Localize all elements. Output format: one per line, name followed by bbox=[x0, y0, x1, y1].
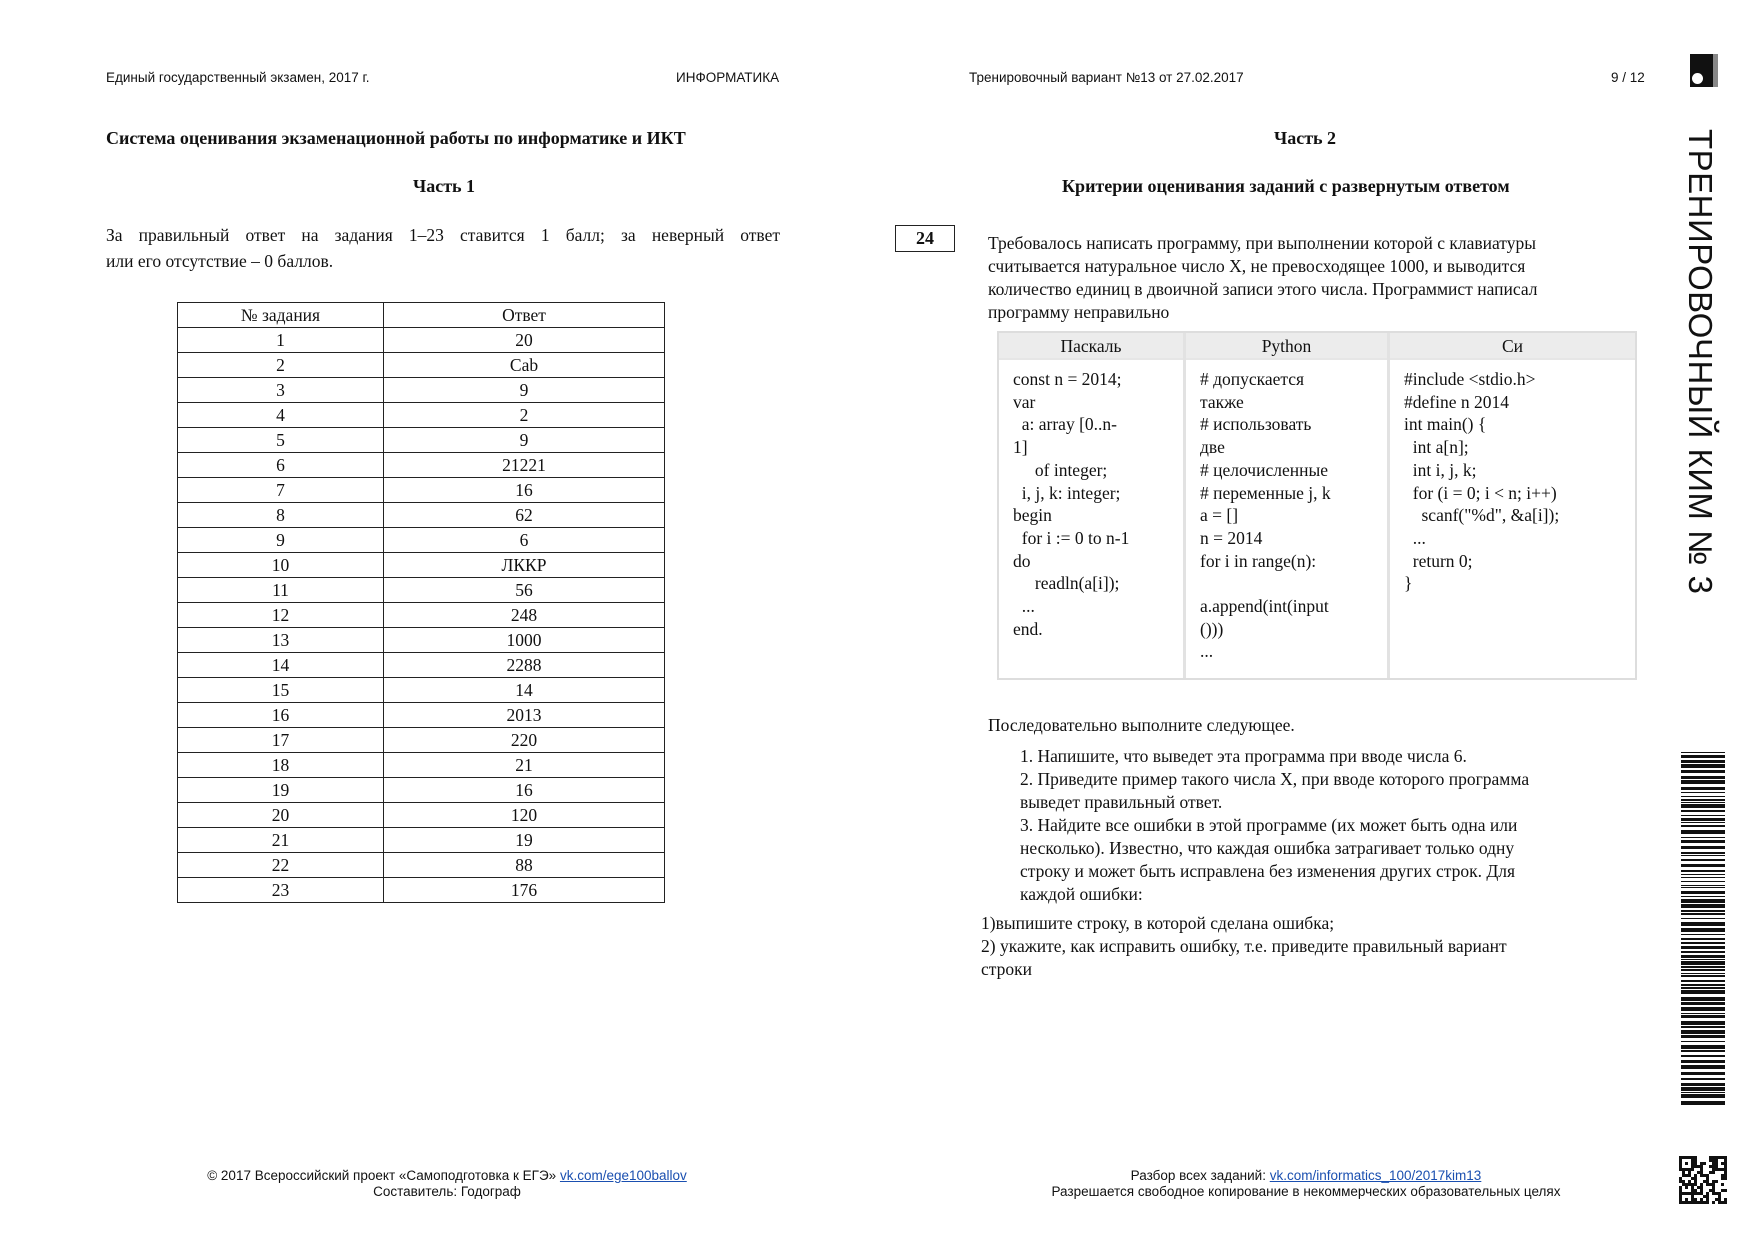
barcode-bar bbox=[1681, 818, 1725, 821]
barcode-bar bbox=[1681, 1083, 1725, 1086]
code-column-c bbox=[1390, 333, 1635, 678]
task-number-cell: 23 bbox=[178, 878, 384, 903]
text-line: строку и может быть исправлена без изменения других строк. Для bbox=[1020, 861, 1516, 881]
barcode-bar bbox=[1681, 770, 1725, 773]
barcode-bar bbox=[1681, 1092, 1725, 1093]
code-column-pascal bbox=[999, 333, 1186, 678]
qr-module bbox=[1712, 1201, 1715, 1204]
table-row bbox=[178, 428, 665, 453]
barcode-bar bbox=[1681, 918, 1725, 919]
barcode-bar bbox=[1681, 885, 1725, 886]
table-row bbox=[178, 378, 665, 403]
text-line: выведет правильный ответ. bbox=[1020, 792, 1223, 812]
table-row bbox=[178, 478, 665, 503]
qr-module bbox=[1703, 1162, 1706, 1165]
python-code: # допускается также # использовать две # целочисленные # переменные j, k a = [] n = 2014 for i in range(n): a.append(int(input ())) ... bbox=[1200, 369, 1331, 662]
table-row bbox=[178, 578, 665, 603]
barcode-bar bbox=[1681, 755, 1725, 758]
task-number-cell: 7 bbox=[178, 478, 384, 503]
barcode-bar bbox=[1681, 938, 1725, 940]
barcode-bar bbox=[1681, 799, 1725, 801]
table-row bbox=[178, 453, 665, 478]
text-line: 3. Найдите все ошибки в этой программе (их может быть одна или bbox=[1020, 815, 1518, 835]
barcode-bar bbox=[1681, 896, 1725, 897]
part2-heading: Часть 2 bbox=[1274, 128, 1337, 148]
barcode-bar bbox=[1681, 1045, 1725, 1049]
text-line: каждой ошибки: bbox=[1020, 884, 1143, 904]
barcode-bar bbox=[1681, 910, 1725, 912]
task-number-cell: 11 bbox=[178, 578, 384, 603]
barcode-bar bbox=[1681, 1050, 1725, 1052]
error-instructions bbox=[981, 912, 1507, 981]
answer-cell: 176 bbox=[384, 878, 665, 903]
copy-permission-text: Разрешается свободное копирование в некоммерческих образовательных целях bbox=[1051, 1184, 1561, 1199]
task-number-cell: 16 bbox=[178, 703, 384, 728]
header-exam: Единый государственный экзамен, 2017 г. bbox=[106, 70, 370, 85]
qr-module bbox=[1685, 1162, 1688, 1165]
barcode-bar bbox=[1681, 881, 1725, 882]
vertical-kim-label: ТРЕНИРОВОЧНЫЙ КИМ № 3 bbox=[1682, 129, 1719, 595]
table-row bbox=[178, 553, 665, 578]
barcode-bar bbox=[1681, 1094, 1725, 1098]
header-subject: ИНФОРМАТИКА bbox=[676, 70, 780, 85]
qr-module bbox=[1691, 1168, 1694, 1171]
vk-link[interactable]: vk.com/ege100ballov bbox=[559, 1168, 687, 1183]
qr-module bbox=[1706, 1201, 1709, 1204]
barcode-bar bbox=[1681, 966, 1725, 968]
table-row bbox=[178, 603, 665, 628]
answer-cell: 2288 bbox=[384, 653, 665, 678]
barcode-bar bbox=[1681, 1078, 1725, 1080]
answer-cell: 88 bbox=[384, 853, 665, 878]
text-line: несколько). Известно, что каждая ошибка затрагивает только одну bbox=[1020, 838, 1515, 858]
barcode-bar bbox=[1681, 987, 1725, 989]
answer-cell: 16 bbox=[384, 478, 665, 503]
qr-module bbox=[1712, 1171, 1715, 1174]
answer-cell: Ответ bbox=[384, 303, 665, 328]
barcode-bar bbox=[1681, 973, 1725, 974]
barcode-bar bbox=[1681, 942, 1725, 944]
criteria-heading: Критерии оценивания заданий с развернутым ответом bbox=[1062, 176, 1510, 196]
barcode-bar bbox=[1681, 1002, 1725, 1005]
barcode-bar bbox=[1681, 1060, 1725, 1063]
task-number-box: 24 bbox=[895, 225, 955, 252]
answer-cell: Cab bbox=[384, 353, 665, 378]
barcode-bar bbox=[1681, 904, 1725, 908]
task-number-cell: 14 bbox=[178, 653, 384, 678]
barcode-bar bbox=[1681, 796, 1725, 797]
barcode-bar bbox=[1681, 864, 1725, 867]
answer-cell: 16 bbox=[384, 778, 665, 803]
table-row bbox=[178, 628, 665, 653]
page-title: Система оценивания экзаменационной работы по информатике и ИКТ bbox=[106, 128, 686, 148]
barcode-bar bbox=[1681, 980, 1725, 982]
barcode-bar bbox=[1681, 1101, 1725, 1105]
barcode-bar bbox=[1681, 859, 1725, 861]
answer-cell: 21 bbox=[384, 753, 665, 778]
task-description bbox=[988, 232, 1537, 324]
barcode-bar bbox=[1681, 959, 1725, 960]
task-number-cell: № задания bbox=[178, 303, 384, 328]
barcode-bar bbox=[1681, 1030, 1725, 1034]
pascal-code: const n = 2014; var a: array [0..n- 1] of integer; i, j, k: integer; begin for i := 0 to n-1 do readln(a[i]); ... end. bbox=[1013, 369, 1130, 639]
barcode-bar bbox=[1681, 804, 1725, 808]
copyright-text: © 2017 Всероссийский проект «Самоподготовка к ЕГЭ» bbox=[207, 1168, 560, 1183]
table-row bbox=[178, 878, 665, 903]
table-row bbox=[178, 353, 665, 378]
barcode-bar bbox=[1681, 1065, 1725, 1069]
table-row bbox=[178, 753, 665, 778]
barcode-bar bbox=[1681, 1041, 1725, 1042]
barcode-bar bbox=[1681, 984, 1725, 986]
column-header: Си bbox=[1390, 333, 1635, 360]
barcode-bar bbox=[1681, 1055, 1725, 1057]
barcode-bar bbox=[1681, 955, 1725, 958]
column-header: Python bbox=[1186, 333, 1387, 360]
barcode-bar bbox=[1681, 1007, 1725, 1011]
barcode-bar bbox=[1681, 1026, 1725, 1028]
task-number-cell: 1 bbox=[178, 328, 384, 353]
logo-icon bbox=[1690, 54, 1718, 87]
barcode-bar bbox=[1681, 877, 1725, 878]
text-line: 1)выпишите строку, в которой сделана ошибка; bbox=[981, 913, 1335, 933]
barcode-bar bbox=[1681, 928, 1725, 932]
text-line: 2) укажите, как исправить ошибку, т.е. приведите правильный вариант bbox=[981, 936, 1507, 956]
barcode-bar bbox=[1681, 874, 1725, 875]
task-number-cell: 17 bbox=[178, 728, 384, 753]
barcode-bar bbox=[1681, 1072, 1725, 1075]
barcode-bar bbox=[1681, 891, 1725, 894]
barcode-bar bbox=[1681, 815, 1725, 816]
text-line: строки bbox=[981, 959, 1032, 979]
scoring-text-2: или его отсутствие – 0 баллов. bbox=[106, 251, 334, 271]
task-number-cell: 22 bbox=[178, 853, 384, 878]
analysis-link[interactable]: vk.com/informatics_100/2017kim13 bbox=[1269, 1168, 1482, 1183]
answer-cell: 120 bbox=[384, 803, 665, 828]
answer-cell: 20 bbox=[384, 328, 665, 353]
barcode-bar bbox=[1681, 780, 1725, 784]
barcode-bar bbox=[1681, 752, 1725, 753]
barcode-bar bbox=[1681, 764, 1725, 768]
barcode-bar bbox=[1681, 870, 1725, 872]
answer-cell: 62 bbox=[384, 503, 665, 528]
barcode-bar bbox=[1681, 776, 1725, 779]
page-number: 9 / 12 bbox=[1611, 70, 1645, 85]
footer-right bbox=[1052, 1168, 1561, 1200]
task-number-cell: 13 bbox=[178, 628, 384, 653]
task-number-cell: 3 bbox=[178, 378, 384, 403]
task-number-cell: 5 bbox=[178, 428, 384, 453]
answer-cell: 21221 bbox=[384, 453, 665, 478]
column-header: Паскаль bbox=[999, 333, 1183, 360]
barcode-bar bbox=[1681, 825, 1725, 827]
barcode-bar bbox=[1681, 787, 1725, 790]
code-column-python bbox=[1186, 333, 1390, 678]
answer-cell: 2013 bbox=[384, 703, 665, 728]
barcode-bar bbox=[1681, 852, 1725, 854]
barcode-bar bbox=[1681, 990, 1725, 994]
table-row bbox=[178, 528, 665, 553]
qr-module bbox=[1685, 1186, 1688, 1189]
qr-module bbox=[1724, 1201, 1727, 1204]
answer-cell: 248 bbox=[384, 603, 665, 628]
text-line: 1. Напишите, что выведет эта программа при вводе числа 6. bbox=[1020, 746, 1467, 766]
task-number-cell: 10 bbox=[178, 553, 384, 578]
table-row bbox=[178, 853, 665, 878]
task-number-cell: 15 bbox=[178, 678, 384, 703]
barcode-bar bbox=[1681, 975, 1725, 977]
table-row bbox=[178, 503, 665, 528]
scoring-text-1: За правильный ответ на задания 1–23 ставится 1 балл; за неверный ответ bbox=[106, 225, 780, 245]
task-number-cell: 21 bbox=[178, 828, 384, 853]
barcode-bar bbox=[1681, 913, 1725, 915]
barcode-bar bbox=[1681, 830, 1725, 834]
footer-left bbox=[207, 1168, 687, 1200]
qr-module bbox=[1721, 1183, 1724, 1186]
table-row bbox=[178, 678, 665, 703]
instructions-list bbox=[1020, 745, 1529, 906]
answer-cell: 14 bbox=[384, 678, 665, 703]
barcode-bar bbox=[1681, 822, 1725, 823]
table-row bbox=[178, 653, 665, 678]
barcode-bar bbox=[1681, 837, 1725, 838]
code-table bbox=[997, 331, 1637, 680]
analysis-text: Разбор всех заданий: bbox=[1130, 1168, 1270, 1183]
author-text: Составитель: Годограф bbox=[373, 1184, 521, 1199]
barcode bbox=[1681, 752, 1725, 1102]
qr-module bbox=[1715, 1180, 1718, 1183]
barcode-bar bbox=[1681, 899, 1725, 903]
text-line: 2. Приведите пример такого числа X, при вводе которого программа bbox=[1020, 769, 1530, 789]
barcode-bar bbox=[1681, 997, 1725, 1001]
task-number-cell: 9 bbox=[178, 528, 384, 553]
table-row bbox=[178, 403, 665, 428]
qr-module bbox=[1724, 1189, 1727, 1192]
text-line: программу неправильно bbox=[988, 302, 1170, 322]
answer-cell: 9 bbox=[384, 428, 665, 453]
barcode-bar bbox=[1681, 1015, 1725, 1018]
barcode-bar bbox=[1681, 1013, 1725, 1014]
barcode-bar bbox=[1681, 846, 1725, 849]
table-row bbox=[178, 703, 665, 728]
header-variant: Тренировочный вариант №13 от 27.02.2017 bbox=[969, 70, 1244, 85]
barcode-bar bbox=[1681, 810, 1725, 812]
task-number-cell: 2 bbox=[178, 353, 384, 378]
barcode-bar bbox=[1681, 855, 1725, 856]
answer-cell: 6 bbox=[384, 528, 665, 553]
barcode-bar bbox=[1681, 802, 1725, 803]
barcode-bar bbox=[1681, 1021, 1725, 1025]
qr-module bbox=[1724, 1177, 1727, 1180]
barcode-bar bbox=[1681, 961, 1725, 965]
barcode-bar bbox=[1681, 760, 1725, 763]
answer-cell: 9 bbox=[384, 378, 665, 403]
answer-cell: 1000 bbox=[384, 628, 665, 653]
task-number-cell: 8 bbox=[178, 503, 384, 528]
barcode-bar bbox=[1681, 792, 1725, 793]
qr-code bbox=[1679, 1156, 1727, 1204]
answer-cell: 2 bbox=[384, 403, 665, 428]
barcode-bar bbox=[1681, 934, 1725, 935]
answer-cell: 220 bbox=[384, 728, 665, 753]
table-row bbox=[178, 728, 665, 753]
answer-cell: ЛККР bbox=[384, 553, 665, 578]
c-code: #include <stdio.h> #define n 2014 int main() { int a[n]; int i, j, k; for (i = 0; i < n; i++) scanf("%d", &a[i]); ... return 0; } bbox=[1404, 369, 1560, 594]
barcode-bar bbox=[1681, 946, 1725, 949]
table-row bbox=[178, 828, 665, 853]
text-line: считывается натуральное число X, не превосходящее 1000, и выводится bbox=[988, 256, 1526, 276]
task-number-cell: 20 bbox=[178, 803, 384, 828]
task-number-cell: 19 bbox=[178, 778, 384, 803]
task-number-cell: 6 bbox=[178, 453, 384, 478]
answer-cell: 19 bbox=[384, 828, 665, 853]
table-row bbox=[178, 778, 665, 803]
table-row bbox=[178, 328, 665, 353]
part1-heading: Часть 1 bbox=[413, 176, 476, 196]
text-line: Требовалось написать программу, при выполнении которой с клавиатуры bbox=[988, 233, 1536, 253]
barcode-bar bbox=[1681, 887, 1725, 888]
answers-table bbox=[177, 302, 665, 903]
task-number-cell: 4 bbox=[178, 403, 384, 428]
barcode-bar bbox=[1681, 1087, 1725, 1091]
table-row bbox=[178, 803, 665, 828]
answer-cell: 56 bbox=[384, 578, 665, 603]
barcode-bar bbox=[1681, 922, 1725, 926]
task-number-cell: 18 bbox=[178, 753, 384, 778]
instructions-intro: Последовательно выполните следующее. bbox=[988, 715, 1295, 735]
barcode-bar bbox=[1681, 969, 1725, 971]
barcode-bar bbox=[1681, 1035, 1725, 1038]
text-line: количество единиц в двоичной записи этого числа. Программист написал bbox=[988, 279, 1538, 299]
barcode-bar bbox=[1681, 840, 1725, 843]
task-number-cell: 12 bbox=[178, 603, 384, 628]
table-row bbox=[178, 303, 665, 328]
barcode-bar bbox=[1681, 951, 1725, 953]
